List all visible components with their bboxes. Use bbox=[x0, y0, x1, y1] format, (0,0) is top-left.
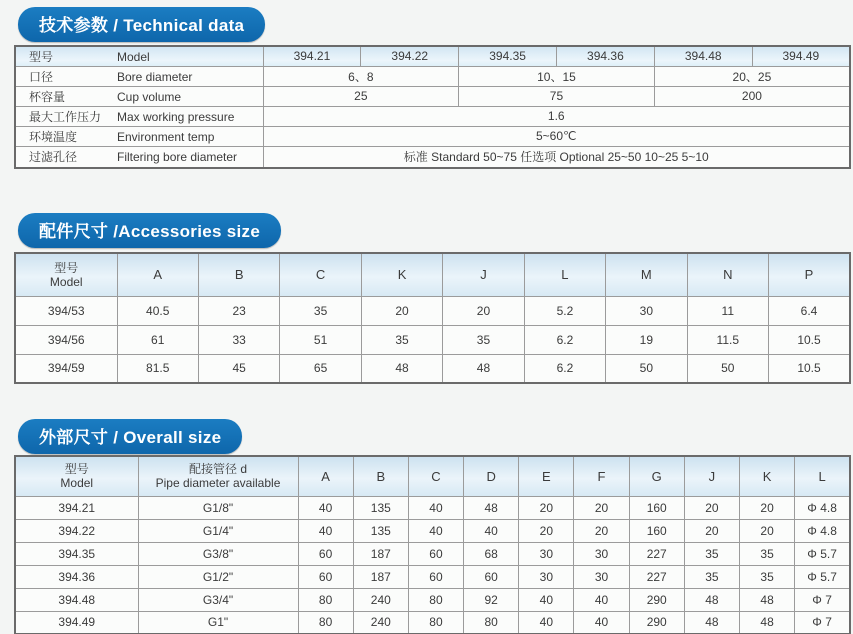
value-cell: 48 bbox=[361, 354, 442, 383]
value-cell: Φ 4.8 bbox=[795, 496, 850, 519]
section-title-text: 外部尺寸 / Overall size bbox=[39, 428, 222, 447]
column-header: F bbox=[574, 456, 629, 496]
value-cell: 11.5 bbox=[687, 325, 768, 354]
technical-data-table bbox=[14, 45, 851, 169]
overall-size-section-title bbox=[18, 419, 242, 454]
table-row bbox=[15, 86, 850, 106]
column-header: C bbox=[408, 456, 463, 496]
model-column-header bbox=[15, 456, 138, 496]
row-label-en: Bore diameter bbox=[117, 69, 193, 84]
value-cell: 40 bbox=[519, 611, 574, 634]
value-cell: 35 bbox=[443, 325, 524, 354]
row-label-cn: 最大工作压力 bbox=[29, 109, 102, 124]
value-cell: Φ 5.7 bbox=[795, 542, 850, 565]
value-cell: 10.5 bbox=[769, 325, 851, 354]
value-cell: 40 bbox=[464, 519, 519, 542]
value-cell: 20 bbox=[684, 496, 739, 519]
column-header: J bbox=[684, 456, 739, 496]
value-cell: 187 bbox=[353, 565, 408, 588]
value-cell: 61 bbox=[117, 325, 198, 354]
value-cell: 80 bbox=[464, 611, 519, 634]
row-label-en: Cup volume bbox=[117, 89, 182, 104]
model-cell: 394.49 bbox=[15, 611, 138, 634]
value-cell: 135 bbox=[353, 519, 408, 542]
value-cell: 60 bbox=[408, 542, 463, 565]
value-cell: 19 bbox=[606, 325, 687, 354]
value-cell: 68 bbox=[464, 542, 519, 565]
value-cell: 240 bbox=[353, 611, 408, 634]
table-row bbox=[15, 325, 850, 354]
value-cell: 394.49 bbox=[752, 46, 850, 66]
value-cell: 48 bbox=[740, 611, 795, 634]
value-cell: 33 bbox=[198, 325, 279, 354]
table-row bbox=[15, 106, 850, 126]
model-cell: 394/53 bbox=[15, 296, 117, 325]
value-cell: 35 bbox=[740, 542, 795, 565]
table-row bbox=[15, 146, 850, 168]
row-label-cn: 型号 bbox=[29, 49, 54, 64]
value-cell: 30 bbox=[574, 542, 629, 565]
value-cell: 20 bbox=[574, 496, 629, 519]
value-cell: 394.22 bbox=[361, 46, 459, 66]
row-label bbox=[15, 66, 263, 86]
row-label-en: Model bbox=[117, 49, 150, 64]
value-cell: 35 bbox=[740, 565, 795, 588]
column-header: E bbox=[519, 456, 574, 496]
row-label-cn: 口径 bbox=[29, 69, 54, 84]
column-header: L bbox=[524, 253, 605, 296]
value-cell: 50 bbox=[606, 354, 687, 383]
value-cell: 20 bbox=[519, 496, 574, 519]
value-cell: 标准 Standard 50~75 任选项 Optional 25~50 10~25 5~10 bbox=[263, 146, 850, 168]
value-cell: 1.6 bbox=[263, 106, 850, 126]
column-header: B bbox=[198, 253, 279, 296]
column-header: J bbox=[443, 253, 524, 296]
value-cell: 92 bbox=[464, 588, 519, 611]
header-label-cn: 型号 bbox=[64, 462, 89, 477]
value-cell: 394.35 bbox=[459, 46, 557, 66]
value-cell: 35 bbox=[280, 296, 361, 325]
value-cell: 290 bbox=[629, 588, 684, 611]
row-label bbox=[15, 146, 263, 168]
column-header: P bbox=[769, 253, 851, 296]
value-cell: 20、25 bbox=[654, 66, 850, 86]
value-cell: 160 bbox=[629, 496, 684, 519]
value-cell: 23 bbox=[198, 296, 279, 325]
value-cell: 30 bbox=[574, 565, 629, 588]
value-cell: 20 bbox=[740, 496, 795, 519]
value-cell: 48 bbox=[464, 496, 519, 519]
value-cell: 200 bbox=[654, 86, 850, 106]
value-cell: 6.4 bbox=[769, 296, 851, 325]
value-cell: 160 bbox=[629, 519, 684, 542]
value-cell: Φ 7 bbox=[795, 588, 850, 611]
value-cell: 20 bbox=[519, 519, 574, 542]
value-cell: 6.2 bbox=[524, 325, 605, 354]
value-cell: Φ 4.8 bbox=[795, 519, 850, 542]
table-row bbox=[15, 496, 850, 519]
value-cell: 10.5 bbox=[769, 354, 851, 383]
value-cell: 394.36 bbox=[556, 46, 654, 66]
row-label-cn: 过滤孔径 bbox=[29, 150, 78, 165]
column-header: K bbox=[361, 253, 442, 296]
value-cell: 40 bbox=[519, 588, 574, 611]
value-cell: 20 bbox=[684, 519, 739, 542]
value-cell: 60 bbox=[408, 565, 463, 588]
value-cell: 227 bbox=[629, 565, 684, 588]
pipe-diameter-cell: G1/2" bbox=[138, 565, 298, 588]
table-row bbox=[15, 66, 850, 86]
value-cell: 48 bbox=[684, 588, 739, 611]
header-row bbox=[15, 253, 850, 296]
row-label bbox=[15, 86, 263, 106]
value-cell: 65 bbox=[280, 354, 361, 383]
value-cell: 5.2 bbox=[524, 296, 605, 325]
value-cell: 80 bbox=[298, 588, 353, 611]
table-row bbox=[15, 588, 850, 611]
column-header: M bbox=[606, 253, 687, 296]
accessories-size-section-title bbox=[18, 213, 281, 248]
value-cell: 240 bbox=[353, 588, 408, 611]
value-cell: 40.5 bbox=[117, 296, 198, 325]
table-row bbox=[15, 542, 850, 565]
row-label bbox=[15, 46, 263, 66]
section-title-text: 技术参数 / Technical data bbox=[39, 16, 245, 35]
value-cell: 35 bbox=[361, 325, 442, 354]
table-row bbox=[15, 519, 850, 542]
table-row bbox=[15, 565, 850, 588]
value-cell: 80 bbox=[408, 611, 463, 634]
row-label bbox=[15, 126, 263, 146]
value-cell: Φ 5.7 bbox=[795, 565, 850, 588]
value-cell: 40 bbox=[298, 519, 353, 542]
table-row bbox=[15, 296, 850, 325]
value-cell: 20 bbox=[361, 296, 442, 325]
table-row bbox=[15, 354, 850, 383]
value-cell: 25 bbox=[263, 86, 459, 106]
pipe-diameter-column-header bbox=[138, 456, 298, 496]
column-header: A bbox=[117, 253, 198, 296]
header-label-en: Model bbox=[49, 274, 83, 289]
value-cell: 5~60℃ bbox=[263, 126, 850, 146]
model-cell: 394.36 bbox=[15, 565, 138, 588]
value-cell: 35 bbox=[684, 542, 739, 565]
value-cell: 40 bbox=[408, 496, 463, 519]
value-cell: 40 bbox=[298, 496, 353, 519]
column-header: D bbox=[464, 456, 519, 496]
value-cell: 50 bbox=[687, 354, 768, 383]
value-cell: 6.2 bbox=[524, 354, 605, 383]
value-cell: 60 bbox=[464, 565, 519, 588]
row-label-cn: 环境温度 bbox=[29, 129, 78, 144]
value-cell: Φ 7 bbox=[795, 611, 850, 634]
model-cell: 394.35 bbox=[15, 542, 138, 565]
header-label-cn: 型号 bbox=[54, 260, 79, 275]
value-cell: 135 bbox=[353, 496, 408, 519]
table-row bbox=[15, 611, 850, 634]
column-header: L bbox=[795, 456, 850, 496]
column-header: A bbox=[298, 456, 353, 496]
model-column-header bbox=[15, 253, 117, 296]
value-cell: 10、15 bbox=[459, 66, 655, 86]
value-cell: 394.21 bbox=[263, 46, 361, 66]
model-cell: 394.22 bbox=[15, 519, 138, 542]
value-cell: 40 bbox=[574, 611, 629, 634]
column-header: C bbox=[280, 253, 361, 296]
value-cell: 20 bbox=[740, 519, 795, 542]
value-cell: 48 bbox=[443, 354, 524, 383]
model-cell: 394.21 bbox=[15, 496, 138, 519]
table-row bbox=[15, 46, 850, 66]
pipe-diameter-cell: G1/4" bbox=[138, 519, 298, 542]
table-row bbox=[15, 126, 850, 146]
value-cell: 187 bbox=[353, 542, 408, 565]
header-label-en: Pipe diameter available bbox=[155, 476, 281, 491]
overall-size-table bbox=[14, 455, 851, 634]
value-cell: 40 bbox=[574, 588, 629, 611]
model-cell: 394/56 bbox=[15, 325, 117, 354]
value-cell: 51 bbox=[280, 325, 361, 354]
value-cell: 40 bbox=[408, 519, 463, 542]
value-cell: 81.5 bbox=[117, 354, 198, 383]
value-cell: 60 bbox=[298, 565, 353, 588]
value-cell: 48 bbox=[684, 611, 739, 634]
value-cell: 75 bbox=[459, 86, 655, 106]
column-header: B bbox=[353, 456, 408, 496]
value-cell: 30 bbox=[519, 542, 574, 565]
column-header: N bbox=[687, 253, 768, 296]
value-cell: 80 bbox=[408, 588, 463, 611]
pipe-diameter-cell: G3/8" bbox=[138, 542, 298, 565]
value-cell: 6、8 bbox=[263, 66, 459, 86]
row-label-en: Max working pressure bbox=[117, 109, 235, 124]
value-cell: 20 bbox=[443, 296, 524, 325]
row-label-cn: 杯容量 bbox=[29, 89, 66, 104]
value-cell: 20 bbox=[574, 519, 629, 542]
section-title-text: 配件尺寸 /Accessories size bbox=[39, 222, 261, 241]
row-label-en: Filtering bore diameter bbox=[117, 150, 238, 165]
pipe-diameter-cell: G3/4" bbox=[138, 588, 298, 611]
value-cell: 48 bbox=[740, 588, 795, 611]
value-cell: 394.48 bbox=[654, 46, 752, 66]
value-cell: 30 bbox=[606, 296, 687, 325]
value-cell: 30 bbox=[519, 565, 574, 588]
column-header: K bbox=[740, 456, 795, 496]
value-cell: 80 bbox=[298, 611, 353, 634]
technical-data-section-title bbox=[18, 7, 265, 42]
pipe-diameter-cell: G1/8" bbox=[138, 496, 298, 519]
value-cell: 45 bbox=[198, 354, 279, 383]
row-label-en: Environment temp bbox=[117, 129, 215, 144]
value-cell: 35 bbox=[684, 565, 739, 588]
value-cell: 11 bbox=[687, 296, 768, 325]
accessories-size-table bbox=[14, 252, 851, 384]
value-cell: 60 bbox=[298, 542, 353, 565]
value-cell: 227 bbox=[629, 542, 684, 565]
header-label-cn: 配接管径 d bbox=[188, 462, 247, 477]
model-cell: 394.48 bbox=[15, 588, 138, 611]
model-cell: 394/59 bbox=[15, 354, 117, 383]
pipe-diameter-cell: G1" bbox=[138, 611, 298, 634]
column-header: G bbox=[629, 456, 684, 496]
header-row bbox=[15, 456, 850, 496]
row-label bbox=[15, 106, 263, 126]
header-label-en: Model bbox=[60, 476, 94, 491]
value-cell: 290 bbox=[629, 611, 684, 634]
